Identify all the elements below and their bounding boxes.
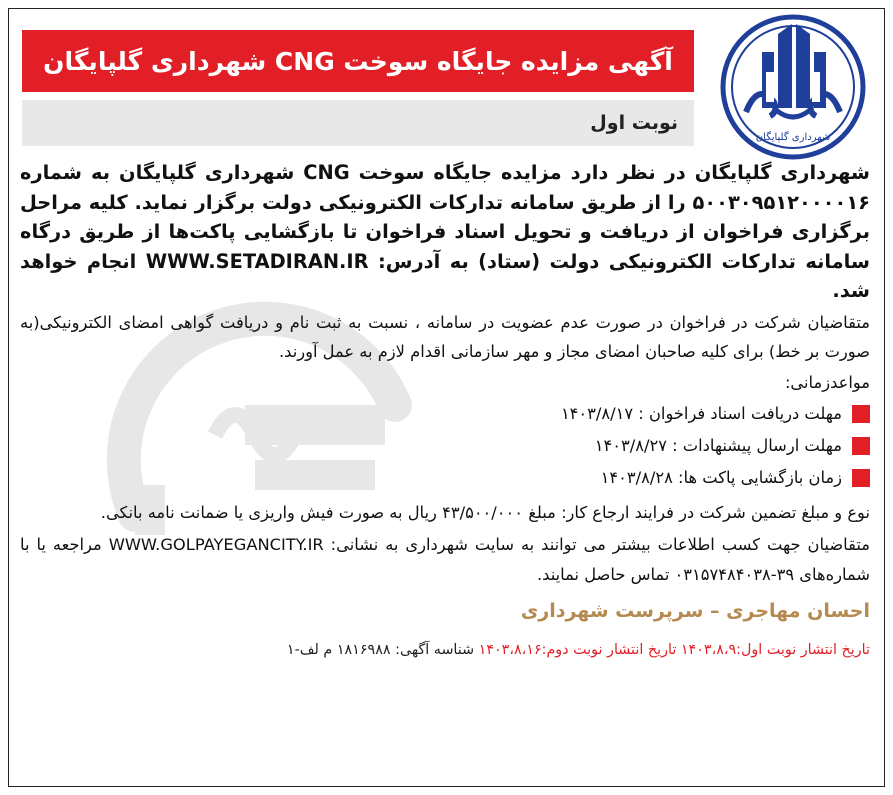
bullet-square-icon: [852, 437, 870, 455]
publish-dates: تاریخ انتشار نوبت اول:۱۴۰۳،۸،۹ تاریخ انتشار نوبت دوم:۱۴۰۳،۸،۱۶: [478, 641, 870, 658]
golpayegan-municipality-logo-icon: [718, 12, 868, 162]
deadline-text: مهلت دریافت اسناد فراخوان : ۱۴۰۳/۸/۱۷: [560, 403, 842, 423]
lead-paragraph: شهرداری گلپایگان در نظر دارد مزایده جایگاه سوخت CNG شهرداری گلپایگان به شماره ۵۰۰۳۰۹۵۱۲۰۰۰۰۱۶ را از طریق سامانه تدارکات الکترونیکی دولت برگزار نماید. کلیه مراحل برگزاری فراخوان از دریافت و تحویل اسناد فراخوان تا بازگشایی پاکت‌ها از طریق درگاه سامانه تدارکات الکترونیکی دولت (ستاد) به آدرس: WWW.SETADIRAN.IR انجام خواهد شد.: [20, 161, 870, 302]
ad-subtitle: نوبت اول: [590, 112, 678, 134]
bullet-square-icon: [852, 469, 870, 487]
subtitle-bar: [22, 100, 694, 146]
ad-title: آگهی مزایده جایگاه سوخت CNG شهرداری گلپایگان: [43, 46, 673, 76]
deadlines-title: مواعدزمانی:: [784, 372, 870, 392]
bullet-square-icon: [852, 405, 870, 423]
ad-id: شناسه آگهی: ۱۸۱۶۹۸۸ م لف-۱: [286, 641, 475, 658]
ad-content: [20, 158, 870, 662]
title-bar: [22, 30, 694, 92]
signature: احسان مهاجری – سرپرست شهرداری: [520, 599, 870, 622]
deadline-item: [20, 462, 870, 494]
registration-paragraph: متقاضیان شرکت در فراخوان در صورت عدم عضویت در سامانه ، نسبت به ثبت نام و دریافت گواهی امضای الکترونیکی(به صورت بر خط) برای کلیه صاحبان امضای مجاز و مهر سازمانی اقدام لازم به عمل آورند.: [20, 312, 870, 361]
deadline-item: [20, 430, 870, 462]
logo-caption: شهرداری گلپایگان: [755, 132, 831, 143]
guarantee-paragraph: نوع و مبلغ تضمین شرکت در فرایند ارجاع کار: مبلغ ۴۳/۵۰۰/۰۰۰ ریال به صورت فیش واریزی یا ضمانت نامه بانکی.: [100, 502, 870, 522]
deadline-item: [20, 398, 870, 430]
info-paragraph: متقاضیان جهت کسب اطلاعات بیشتر می توانند به سایت شهرداری به نشانی: WWW.GOLPAYEGANCITY.IR مراجعه یا با شماره‌های ۳۹-۰۳۱۵۷۴۸۴۰۳۸ تماس حاصل نمایند.: [20, 534, 870, 584]
footer-line: [20, 638, 870, 662]
deadline-text: مهلت ارسال پیشنهادات : ۱۴۰۳/۸/۲۷: [594, 435, 842, 455]
deadline-text: زمان بازگشایی پاکت ها: ۱۴۰۳/۸/۲۸: [600, 467, 842, 487]
